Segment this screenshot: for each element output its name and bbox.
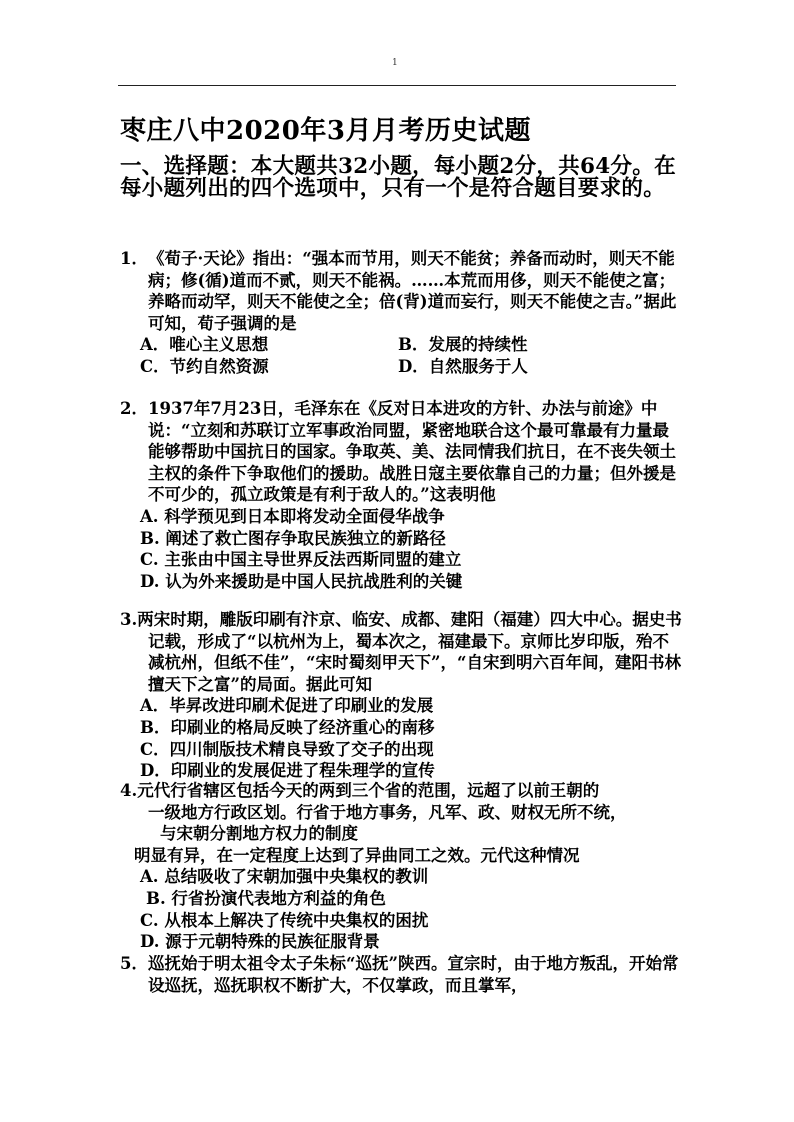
- question-stem: 巡抚始于明太祖令太子朱标“巡抚”陕西。宣宗时，由于地方叛乱，开始常设巡抚，巡抚职权不断扩大，不仅掌政，而且掌军，: [147, 954, 679, 995]
- question-number: 5．: [120, 954, 148, 973]
- option-c[interactable]: C. 主张由中国主导世界反法西斯同盟的建立: [140, 550, 462, 570]
- question-stem: 1937年7月23日，毛泽东在《反对日本进攻的方针、办法与前途》中说：“立刻和苏联订立军事政治同盟，紧密地联合这个最可靠最有力量最能够帮助中国抗日的国家。争取英、美、法同情我们抗日，在不丧失领土主权的条件下争取他们的援助。战胜日寇主要依靠自己的力量；但外援是不可少的，孤立政策是有利于敌人的。”这表明他: [147, 399, 676, 505]
- question-3: [120, 609, 685, 782]
- option-c[interactable]: C．四川制版技术精良导致了交子的出现: [140, 739, 434, 759]
- option-c[interactable]: C．节约自然资源: [140, 356, 269, 376]
- option-b[interactable]: B. 行省扮演代表地方利益的角色: [146, 888, 386, 908]
- question-number: 1．: [120, 249, 148, 268]
- option-d[interactable]: D. 认为外来援助是中国人民抗战胜利的关键: [140, 571, 463, 591]
- option-d[interactable]: D. 源于元朝特殊的民族征服背景: [140, 932, 380, 952]
- option-a[interactable]: A．唯心主义思想: [140, 335, 269, 355]
- question-stem-line: 与宋朝分割地方权力的制度: [160, 824, 358, 844]
- question-number: 4.: [120, 781, 138, 800]
- question-number: 2．: [120, 399, 148, 418]
- option-b[interactable]: B．发展的持续性: [398, 335, 528, 355]
- option-c[interactable]: C. 从根本上解决了传统中央集权的困扰: [140, 910, 429, 930]
- page-title: 枣庄八中2020年3月月考历史试题: [120, 116, 531, 146]
- option-a[interactable]: A．毕昇改进印刷术促进了印刷业的发展: [140, 696, 434, 716]
- question-stem-line: 明显有异，在一定程度上达到了异曲同工之效。元代这种情况: [134, 845, 580, 865]
- question-number: 3.: [120, 610, 138, 629]
- section-instructions: 一、选择题：本大题共32小题，每小题2分，共64分。在每小题列出的四个选项中，只有一个是符合题目要求的。: [120, 154, 676, 201]
- header-rule: [118, 85, 676, 86]
- option-d[interactable]: D．印刷业的发展促进了程朱理学的宣传: [140, 761, 435, 781]
- option-b[interactable]: B. 阐述了救亡图存争取民族独立的新路径: [140, 528, 446, 548]
- page-number: 1: [392, 58, 398, 68]
- question-stem-line: 元代行省辖区包括今天的两到三个省的范围，远超了以前王朝的: [137, 781, 600, 800]
- question-5: [120, 953, 685, 996]
- question-stem: 《荀子·天论》指出：“强本而节用，则天不能贫；养备而动时，则天不能病；修(循)道而不贰，则天不能祸。……本荒而用侈，则天不能使之富；养略而动罕，则天不能使之全；倍(背)道而妄行，则天不能使之吉。”据此可知，荀子强调的是: [147, 249, 677, 333]
- question-2: [120, 398, 685, 592]
- option-b[interactable]: B．印刷业的格局反映了经济重心的南移: [140, 717, 435, 737]
- question-stem-line: 一级地方行政区划。行省于地方事务，凡军、政、财权无所不统，: [148, 802, 627, 822]
- question-stem: 两宋时期，雕版印刷有汴京、临安、成都、建阳（福建）四大中心。据史书记载，形成了“以杭州为上，蜀本次之，福建最下。京师比岁印版，殆不减杭州，但纸不佳”，“宋时蜀刻甲天下”，“自宋到明六百年间，建阳书林擅天下之富”的局面。据此可知: [137, 610, 682, 694]
- option-a[interactable]: A. 科学预见到日本即将发动全面侵华战争: [140, 506, 445, 526]
- option-d[interactable]: D．自然服务于人: [398, 356, 528, 376]
- question-4: [120, 780, 685, 953]
- option-a[interactable]: A. 总结吸收了宋朝加强中央集权的教训: [140, 867, 429, 887]
- question-1: [120, 248, 685, 378]
